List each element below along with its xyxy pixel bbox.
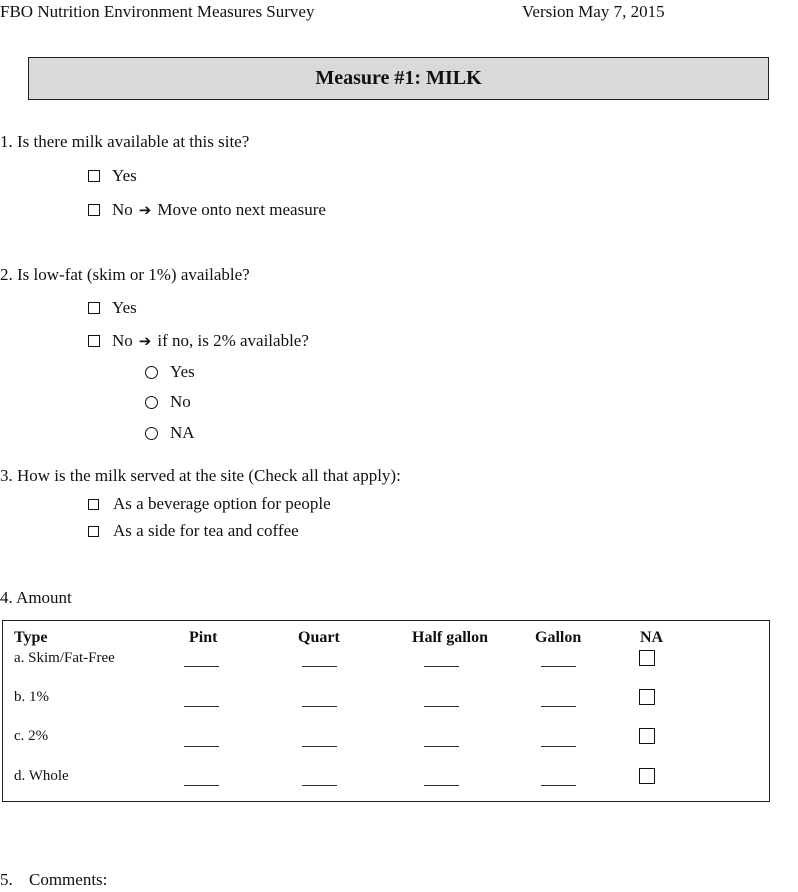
q1-yes-label: Yes (112, 166, 137, 185)
q2-no-note: if no, is 2% available? (157, 331, 309, 350)
checkbox[interactable] (88, 302, 100, 314)
pint-blank[interactable] (184, 705, 219, 707)
checkbox[interactable] (88, 526, 99, 537)
half-gallon-blank[interactable] (424, 705, 459, 707)
col-header-type: Type (14, 629, 48, 646)
q2-sub-yes-label: Yes (170, 362, 195, 381)
na-checkbox[interactable] (639, 768, 655, 784)
row-label-1-percent: b. 1% (14, 689, 49, 705)
q2-sub-no-label: No (170, 392, 191, 411)
question-5-text: Comments: (29, 870, 108, 889)
half-gallon-blank[interactable] (424, 784, 459, 786)
pint-blank[interactable] (184, 784, 219, 786)
q2-no-label: No (112, 331, 133, 350)
q2-yes-label: Yes (112, 298, 137, 317)
quart-blank[interactable] (302, 705, 337, 707)
checkbox[interactable] (88, 499, 99, 510)
quart-blank[interactable] (302, 784, 337, 786)
na-checkbox[interactable] (639, 689, 655, 705)
q2-sub-option-no[interactable] (145, 392, 191, 412)
pint-blank[interactable] (184, 745, 219, 747)
row-label-skim: a. Skim/Fat-Free (14, 650, 115, 666)
q2-sub-option-na[interactable] (145, 423, 195, 443)
question-1-text: 1. Is there milk available at this site? (0, 132, 250, 151)
na-checkbox[interactable] (639, 650, 655, 666)
row-label-2-percent: c. 2% (14, 728, 49, 744)
quart-blank[interactable] (302, 665, 337, 667)
gallon-blank[interactable] (541, 784, 576, 786)
q2-option-no[interactable] (88, 331, 309, 351)
q3-option-side[interactable] (88, 521, 299, 541)
amount-table (2, 620, 770, 802)
gallon-blank[interactable] (541, 745, 576, 747)
col-header-pint: Pint (189, 629, 218, 646)
header-survey-title: FBO Nutrition Environment Measures Survey (0, 2, 315, 21)
q1-no-note: Move onto next measure (157, 200, 326, 219)
measure-title-bar (28, 57, 769, 100)
q2-sub-option-yes[interactable] (145, 362, 195, 382)
row-label-whole: d. Whole (14, 768, 69, 784)
q3-side-label: As a side for tea and coffee (113, 521, 299, 540)
q3-beverage-label: As a beverage option for people (113, 494, 331, 513)
question-2-text: 2. Is low-fat (skim or 1%) available? (0, 265, 250, 284)
gallon-blank[interactable] (541, 665, 576, 667)
col-header-gallon: Gallon (535, 629, 582, 646)
radio-button[interactable] (145, 396, 158, 409)
arrow-right-icon: ➔ (138, 201, 152, 219)
col-header-quart: Quart (298, 629, 340, 646)
q1-no-label: No (112, 200, 133, 219)
arrow-right-icon: ➔ (138, 332, 152, 350)
quart-blank[interactable] (302, 745, 337, 747)
half-gallon-blank[interactable] (424, 665, 459, 667)
col-header-na: NA (640, 629, 664, 646)
checkbox[interactable] (88, 335, 100, 347)
na-checkbox[interactable] (639, 728, 655, 744)
half-gallon-blank[interactable] (424, 745, 459, 747)
header-version: Version May 7, 2015 (522, 2, 665, 21)
checkbox[interactable] (88, 204, 100, 216)
q3-option-beverage[interactable] (88, 494, 331, 514)
col-header-half-gallon: Half gallon (412, 629, 489, 646)
radio-button[interactable] (145, 427, 158, 440)
checkbox[interactable] (88, 170, 100, 182)
pint-blank[interactable] (184, 665, 219, 667)
q1-option-no[interactable] (88, 200, 326, 220)
question-5-number: 5. (0, 870, 13, 889)
question-3-text: 3. How is the milk served at the site (Check all that apply): (0, 466, 401, 485)
measure-title: Measure #1: MILK (315, 67, 482, 89)
gallon-blank[interactable] (541, 705, 576, 707)
radio-button[interactable] (145, 366, 158, 379)
question-4-text: 4. Amount (0, 588, 72, 607)
q1-option-yes[interactable] (88, 166, 137, 186)
q2-option-yes[interactable] (88, 298, 137, 318)
q2-sub-na-label: NA (170, 423, 195, 442)
